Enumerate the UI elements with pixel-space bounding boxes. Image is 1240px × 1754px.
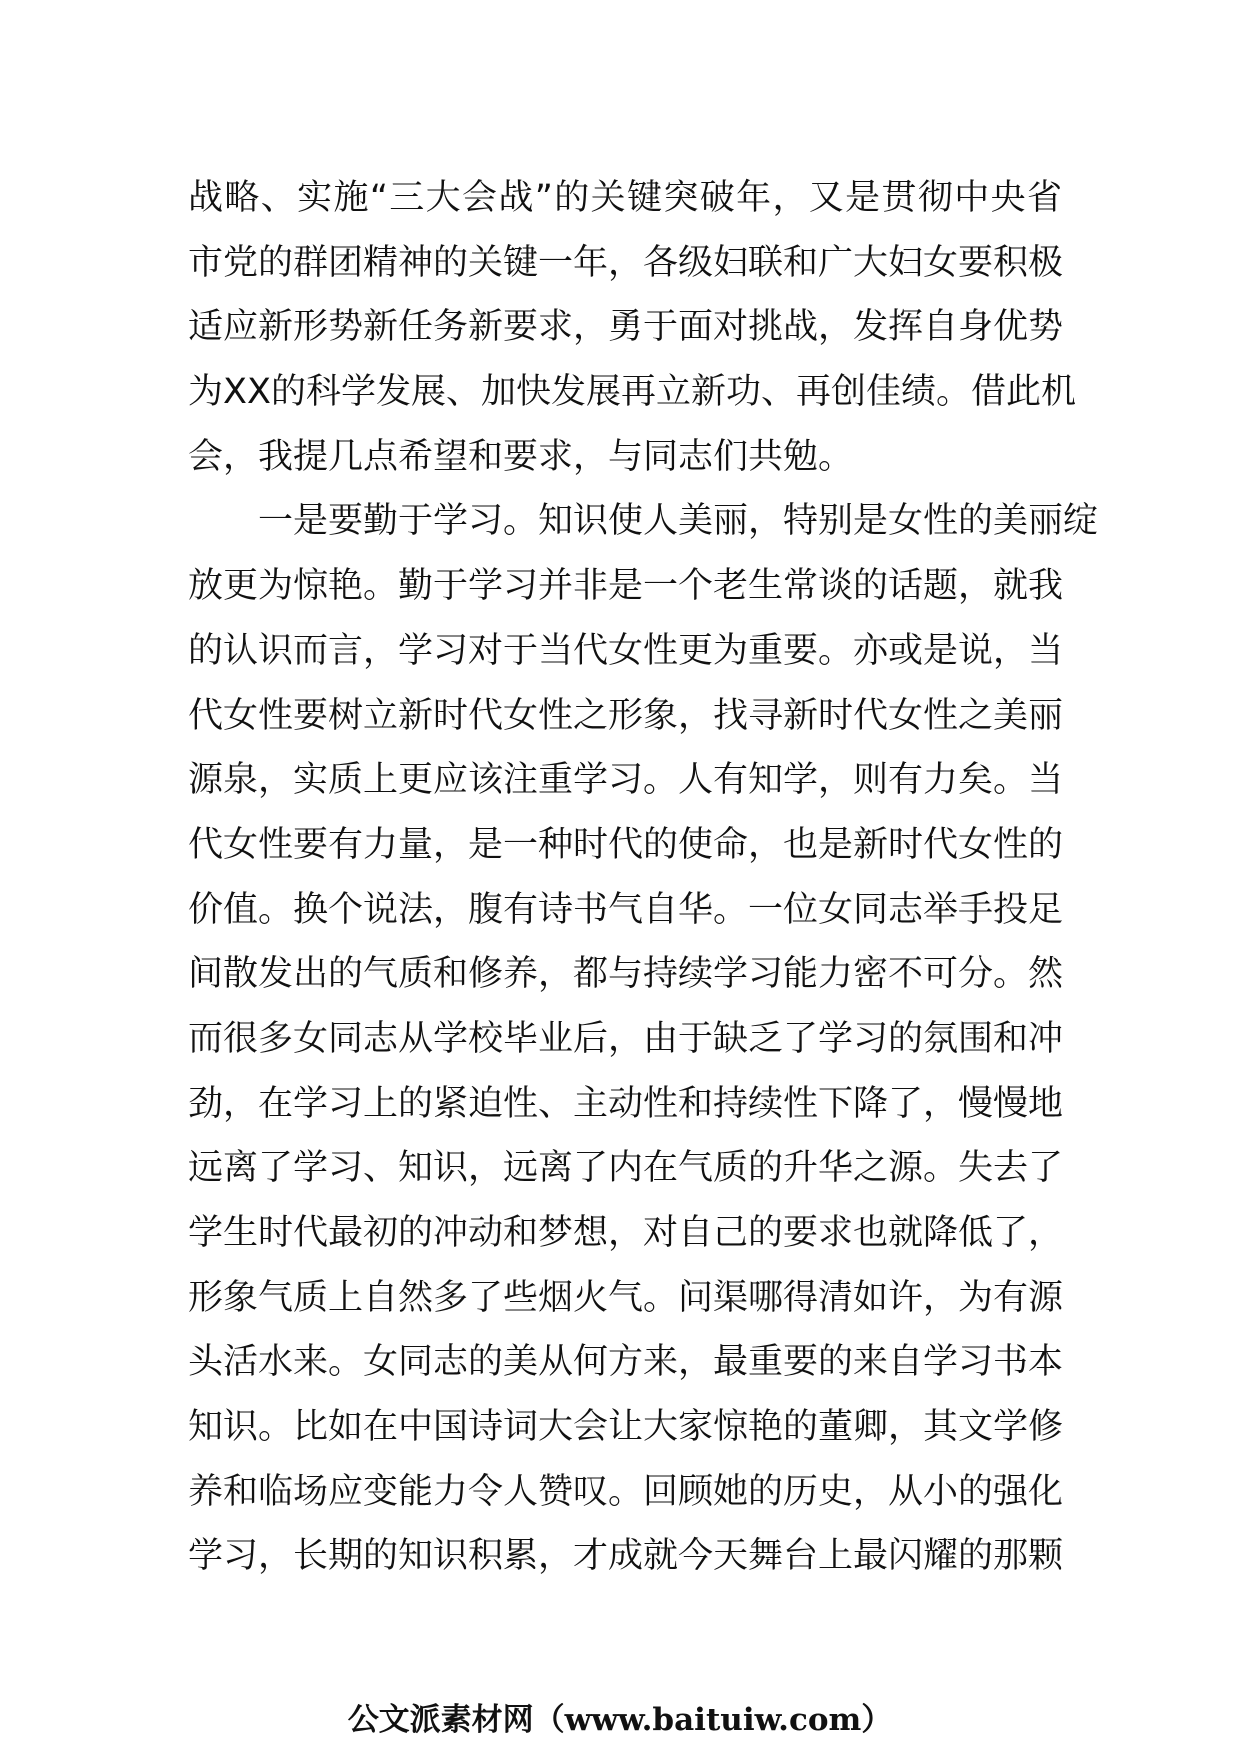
page-footer: 公文派素材网（www.baituiw.com） xyxy=(347,1702,893,1738)
body-text xyxy=(188,166,1099,1589)
text-line: 为XX的科学发展、加快发展再立新功、再创佳绩。借此机 xyxy=(188,372,1076,413)
text-line: 形象气质上自然多了些烟火气。问渠哪得清如许，为有源 xyxy=(188,1277,1064,1318)
text-line: 远离了学习、知识，远离了内在气质的升华之源。失去了 xyxy=(188,1148,1064,1189)
text-line: 源泉，实质上更应该注重学习。人有知学，则有力矣。当 xyxy=(188,760,1064,801)
text-line: 放更为惊艳。勤于学习并非是一个老生常谈的话题，就我 xyxy=(188,566,1064,607)
text-line: 代女性要有力量，是一种时代的使命，也是新时代女性的 xyxy=(188,824,1064,865)
text-line: 的认识而言，学习对于当代女性更为重要。亦或是说，当 xyxy=(188,630,1064,671)
text-line: 养和临场应变能力令人赞叹。回顾她的历史，从小的强化 xyxy=(188,1471,1064,1512)
text-line: 适应新形势新任务新要求，勇于面对挑战，发挥自身优势 xyxy=(188,307,1064,348)
text-line: 学习，长期的知识积累，才成就今天舞台上最闪耀的那颗 xyxy=(188,1536,1064,1577)
text-line: 学生时代最初的冲动和梦想，对自己的要求也就降低了， xyxy=(188,1213,1064,1253)
text-line: 价值。换个说法，腹有诗书气自华。一位女同志举手投足 xyxy=(188,889,1064,930)
text-line: 而很多女同志从学校毕业后，由于缺乏了学习的氛围和冲 xyxy=(188,1018,1064,1059)
text-line: 战略、实施“三大会战”的关键突破年，又是贯彻中央省 xyxy=(188,178,1062,218)
text-line: 头活水来。女同志的美从何方来，最重要的来自学习书本 xyxy=(188,1342,1064,1383)
text-line: 会，我提几点希望和要求，与同志们共勉。 xyxy=(188,436,854,477)
text-line: 知识。比如在中国诗词大会让大家惊艳的董卿，其文学修 xyxy=(188,1407,1064,1448)
text-line: 代女性要树立新时代女性之形象，找寻新时代女性之美丽 xyxy=(188,695,1064,736)
text-line: 一是要勤于学习。知识使人美丽，特别是女性的美丽绽 xyxy=(188,501,1099,542)
text-line: 市党的群团精神的关键一年，各级妇联和广大妇女要积极 xyxy=(188,242,1064,283)
text-line: 劲，在学习上的紧迫性、主动性和持续性下降了，慢慢地 xyxy=(188,1083,1064,1124)
text-line: 间散发出的气质和修养，都与持续学习能力密不可分。然 xyxy=(188,954,1064,995)
